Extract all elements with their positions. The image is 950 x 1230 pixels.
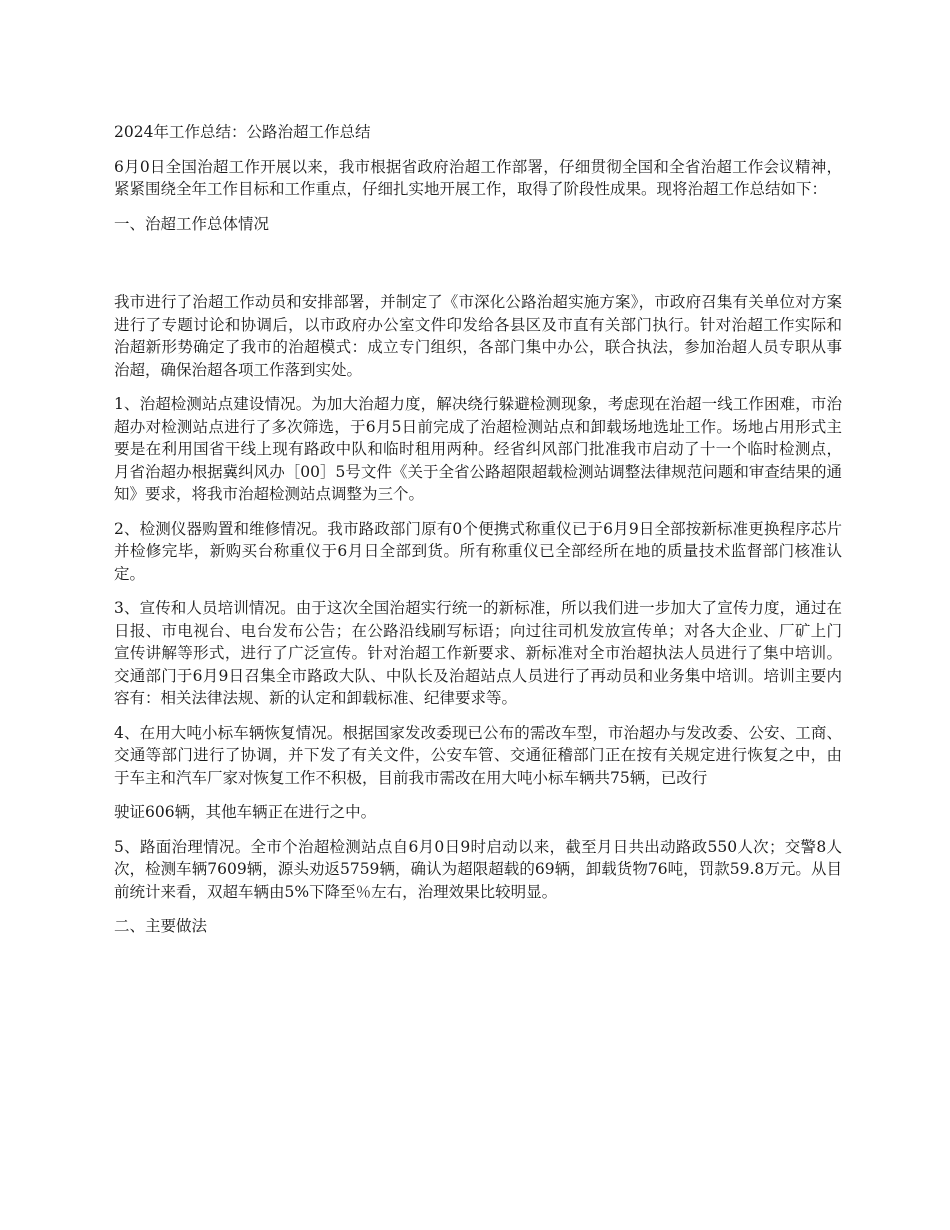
section-heading-overview: 一、治超工作总体情况 (114, 214, 270, 233)
paragraph-vehicle-restoration-cont: 驶证606辆，其他车辆正在进行之中。 (114, 803, 377, 821)
overview-paragraph: 我市进行了治超工作动员和安排部署，并制定了《市深化公路治超实施方案》，市政府召集有关单位对方案进行了专题讨论和协调后，以市政府办公室文件印发给各县区及市直有关部门执行。针对治超工作实际和治超新形势确定了我市的治超模式：成立专门组织，各部门集中办公，联合执法，参加治超人员专职从事治超，确保治超各项工作落到实处。 (114, 293, 842, 379)
blank-space (114, 247, 842, 291)
paragraph-publicity-training: 3、宣传和人员培训情况。由于这次全国治超实行统一的新标准，所以我们进一步加大了宣传力度，通过在日报、市电视台、电台发布公告；在公路沿线刷写标语；向过往司机发放宣传单；对各大企业、厂矿上门宣传讲解等形式，进行了广泛宣传。针对治超工作新要求、新标准对全市治超执法人员进行了集中培训。交通部门于6月9日召集全市路政大队、中队长及治超站点人员进行了再动员和业务集中培训。培训主要内容有：相关法律法规、新的认定和卸载标准、纪律要求等。 (114, 599, 842, 707)
paragraph-checkpoint-construction: 1、治超检测站点建设情况。为加大治超力度，解决绕行躲避检测现象，考虑现在治超一线工作困难，市治超办对检测站点进行了多次筛选，于6月5日前完成了治超检测站点和卸载场地选址工作。场地占用形式主要是在利用国省干线上现有路政中队和临时租用两种。经省纠风部门批准我市启动了十一个临时检测点，月省治超办根据冀纠风办［00］5号文件《关于全省公路超限超载检测站调整法律规范问题和审查结果的通知》要求，将我市治超检测站点调整为三个。 (114, 395, 842, 503)
paragraph-instrument-purchase: 2、检测仪器购置和维修情况。我市路政部门原有0个便携式称重仪已于6月9日全部按新标准更换程序芯片并检修完毕，新购买台称重仪于6月日全部到货。所有称重仪已全部经所在地的质量技术监督部门核准认定。 (114, 519, 842, 583)
intro-paragraph: 6月0日全国治超工作开展以来，我市根据省政府治超工作部署，仔细贯彻全国和全省治超工作会议精神，紧紧围绕全年工作目标和工作重点，仔细扎实地开展工作，取得了阶段性成果。现将治超工作总结如下： (114, 157, 842, 198)
section-heading-main-practices: 二、主要做法 (114, 917, 208, 935)
document-title: 2024年工作总结：公路治超工作总结 (114, 123, 371, 141)
paragraph-road-enforcement: 5、路面治理情况。全市个治超检测站点自6月0日9时启动以来，截至月日共出动路政550人次；交警8人次，检测车辆7609辆，源头劝返5759辆，确认为超限超载的69辆，卸载货物76吨，罚款59.8万元。从目前统计来看，双超车辆由5%下降至％左右，治理效果比较明显。 (114, 837, 842, 901)
document-body (114, 121, 842, 950)
paragraph-vehicle-restoration: 4、在用大吨小标车辆恢复情况。根据国家发改委现已公布的需改车型，市治超办与发改委、公安、工商、交通等部门进行了协调，并下发了有关文件，公安车管、交通征稽部门正在按有关规定进行恢复之中，由于车主和汽车厂家对恢复工作不积极，目前我市需改在用大吨小标车辆共75辆，已改行 (114, 723, 842, 787)
